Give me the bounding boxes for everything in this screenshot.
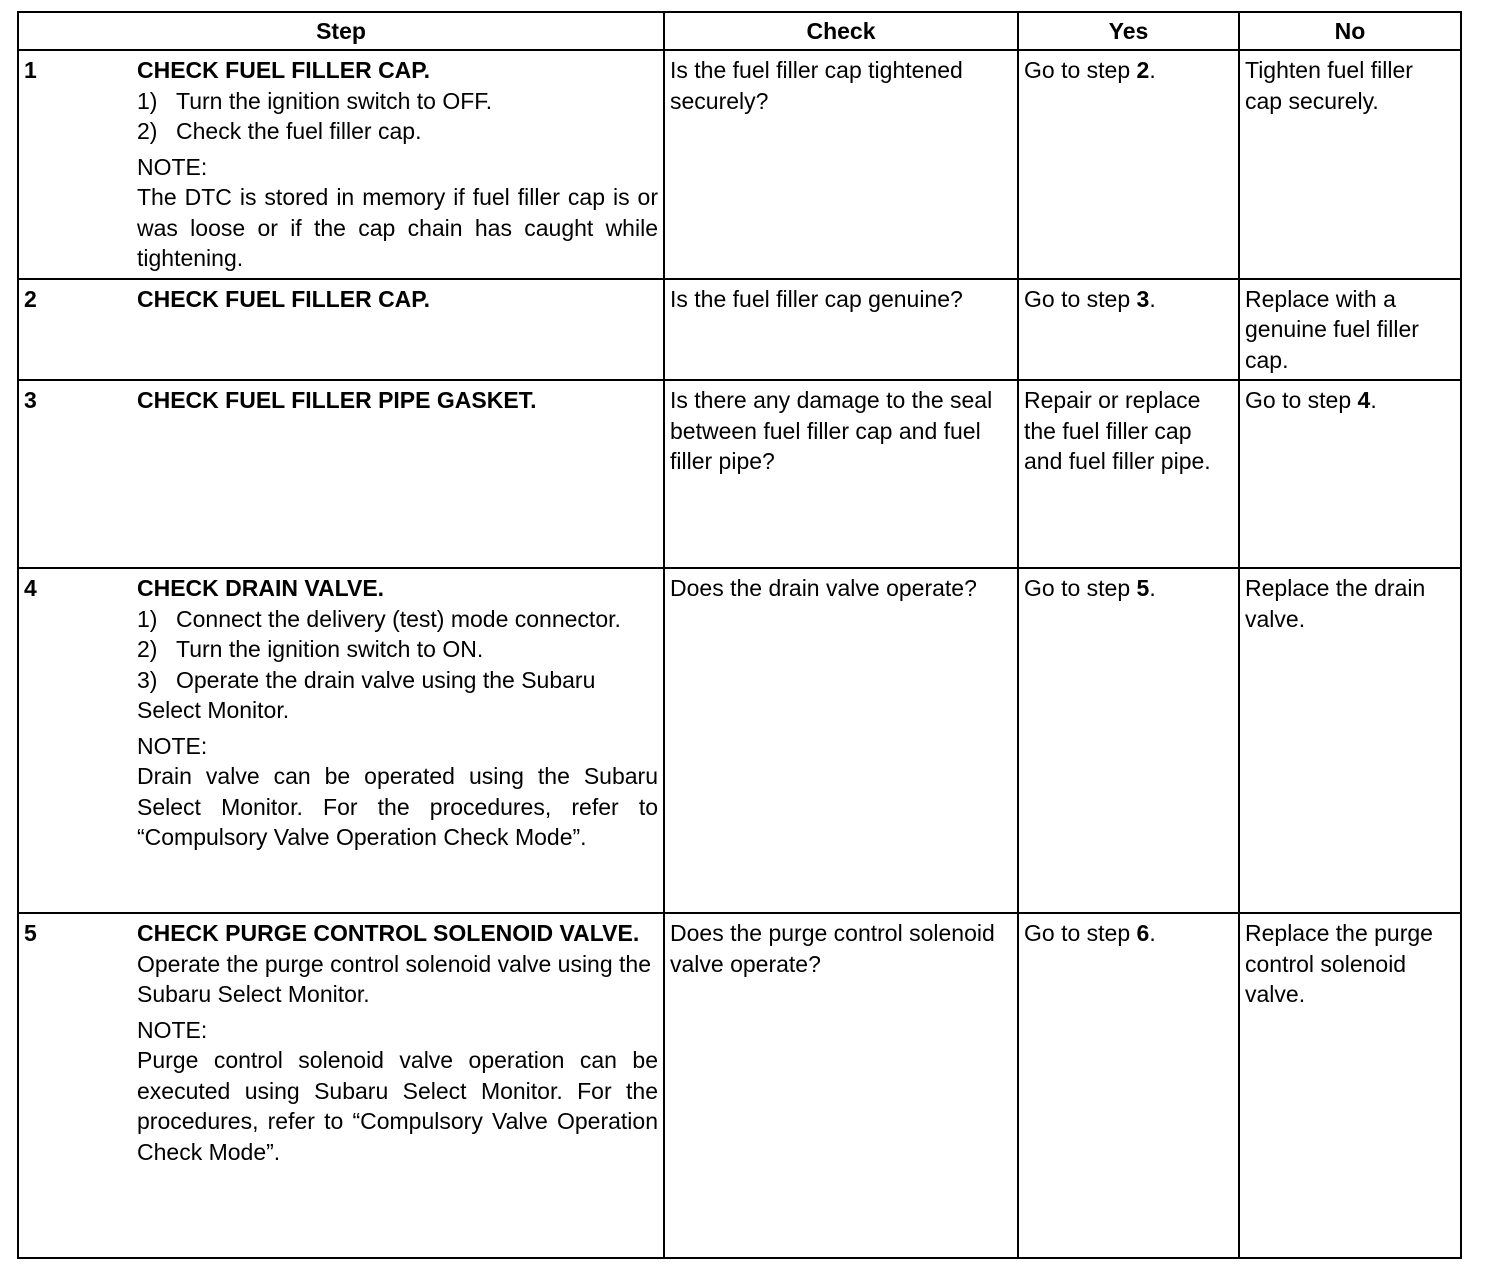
yes-suffix: . (1149, 285, 1156, 312)
yes-suffix: . (1149, 57, 1156, 83)
note-label: NOTE: (137, 153, 208, 180)
sub-item-text: Check the fuel filler cap. (176, 118, 422, 144)
yes-cell (1018, 380, 1239, 568)
table-row (18, 913, 1461, 1258)
no-suffix: . (1370, 387, 1377, 413)
note-label: NOTE: (137, 1016, 208, 1043)
no-text: Replace with a genuine fuel filler cap. (1245, 285, 1419, 373)
sub-item-text: Turn the ignition switch to OFF. (176, 87, 493, 114)
step-number: 3 (24, 387, 37, 413)
sub-item-text: Connect the delivery (test) mode connector. (176, 605, 621, 632)
sub-item-number: 2) (137, 118, 158, 144)
sub-item-number: 2) (137, 636, 158, 662)
step-body (137, 280, 663, 319)
step-title: CHECK FUEL FILLER CAP. (137, 285, 431, 312)
check-text: Is the fuel filler cap tightened securely? (670, 57, 963, 114)
step-sub-item (137, 604, 658, 635)
table-row (18, 380, 1461, 568)
step-title: CHECK FUEL FILLER PIPE GASKET. (137, 387, 537, 413)
step-cell (18, 913, 664, 1258)
step-number: 2 (24, 285, 37, 312)
header-check: Check (664, 12, 1018, 50)
sub-item-text: Operate the drain valve using the Subaru Select Monitor. (137, 666, 596, 723)
header-no: No (1239, 12, 1461, 50)
step-instruction: Operate the purge control solenoid valve using the Subaru Select Monitor. (137, 950, 651, 1007)
yes-prefix: Go to step (1024, 920, 1137, 946)
check-cell (664, 279, 1018, 381)
note-label: NOTE: (137, 732, 208, 759)
note-text: Drain valve can be operated using the Subaru Select Monitor. For the procedures, refer to “Compulsory Valve Operation Check Mode”. (137, 763, 658, 850)
yes-suffix: . (1149, 920, 1156, 946)
step-cell (18, 568, 664, 913)
note-text: Purge control solenoid valve operation can be executed using Subaru Select Monitor. For the procedures, refer to “Compulsory Valve Operation Check Mode”. (137, 1047, 658, 1165)
sub-item-number: 1) (137, 87, 158, 114)
check-text: Does the purge control solenoid valve operate? (670, 920, 995, 977)
sub-item-number: 1) (137, 605, 158, 632)
step-body (137, 381, 663, 420)
step-sub-item (137, 86, 658, 117)
note-text: The DTC is stored in memory if fuel filler cap is or was loose or if the cap chain has caught while tightening. (137, 184, 658, 271)
yes-suffix: . (1149, 575, 1156, 601)
yes-prefix: Go to step (1024, 285, 1137, 312)
step-sub-item (137, 665, 658, 726)
step-number: 4 (24, 575, 37, 601)
yes-cell (1018, 50, 1239, 279)
no-prefix: Go to step (1245, 387, 1358, 413)
yes-step-link: 6 (1136, 920, 1150, 946)
step-number: 5 (24, 920, 37, 946)
yes-cell (1018, 568, 1239, 913)
sub-item-text: Turn the ignition switch to ON. (176, 636, 484, 662)
header-step: Step (18, 12, 664, 50)
sub-item-number: 3) (137, 666, 158, 693)
no-cell (1239, 913, 1461, 1258)
step-cell (18, 279, 664, 381)
no-text: Tighten fuel filler cap securely. (1245, 57, 1413, 114)
diagnostic-table (17, 11, 1462, 1259)
table-row (18, 568, 1461, 913)
no-text: Replace the purge control solenoid valve. (1245, 920, 1433, 1007)
check-cell (664, 913, 1018, 1258)
no-text: Replace the drain valve. (1245, 575, 1426, 632)
step-number: 1 (24, 57, 37, 83)
no-step-link: 4 (1357, 387, 1371, 413)
check-cell (664, 380, 1018, 568)
step-title: CHECK FUEL FILLER CAP. (137, 57, 431, 83)
yes-cell (1018, 913, 1239, 1258)
step-body (137, 569, 663, 857)
table-body (18, 50, 1461, 1258)
check-text: Is there any damage to the seal between fuel filler cap and fuel filler pipe? (670, 387, 993, 474)
no-cell (1239, 380, 1461, 568)
step-title: CHECK PURGE CONTROL SOLENOID VALVE. (137, 920, 640, 946)
no-cell (1239, 568, 1461, 913)
yes-step-link: 3 (1136, 285, 1150, 312)
step-body (137, 51, 663, 278)
step-cell (18, 380, 664, 568)
no-cell (1239, 50, 1461, 279)
check-text: Does the drain valve operate? (670, 575, 977, 601)
check-cell (664, 50, 1018, 279)
step-cell (18, 50, 664, 279)
no-cell (1239, 279, 1461, 381)
step-sub-item (137, 116, 658, 147)
check-cell (664, 568, 1018, 913)
table-row (18, 279, 1461, 381)
table-row (18, 50, 1461, 279)
yes-text: Repair or replace the fuel filler cap and fuel filler pipe. (1024, 387, 1211, 474)
yes-prefix: Go to step (1024, 57, 1137, 83)
step-title: CHECK DRAIN VALVE. (137, 575, 385, 601)
header-row (18, 12, 1461, 50)
yes-prefix: Go to step (1024, 575, 1137, 601)
step-body (137, 914, 663, 1171)
check-text: Is the fuel filler cap genuine? (670, 285, 963, 312)
yes-step-link: 5 (1136, 575, 1150, 601)
yes-cell (1018, 279, 1239, 381)
step-sub-item (137, 634, 658, 665)
header-yes: Yes (1018, 12, 1239, 50)
yes-step-link: 2 (1136, 57, 1150, 83)
